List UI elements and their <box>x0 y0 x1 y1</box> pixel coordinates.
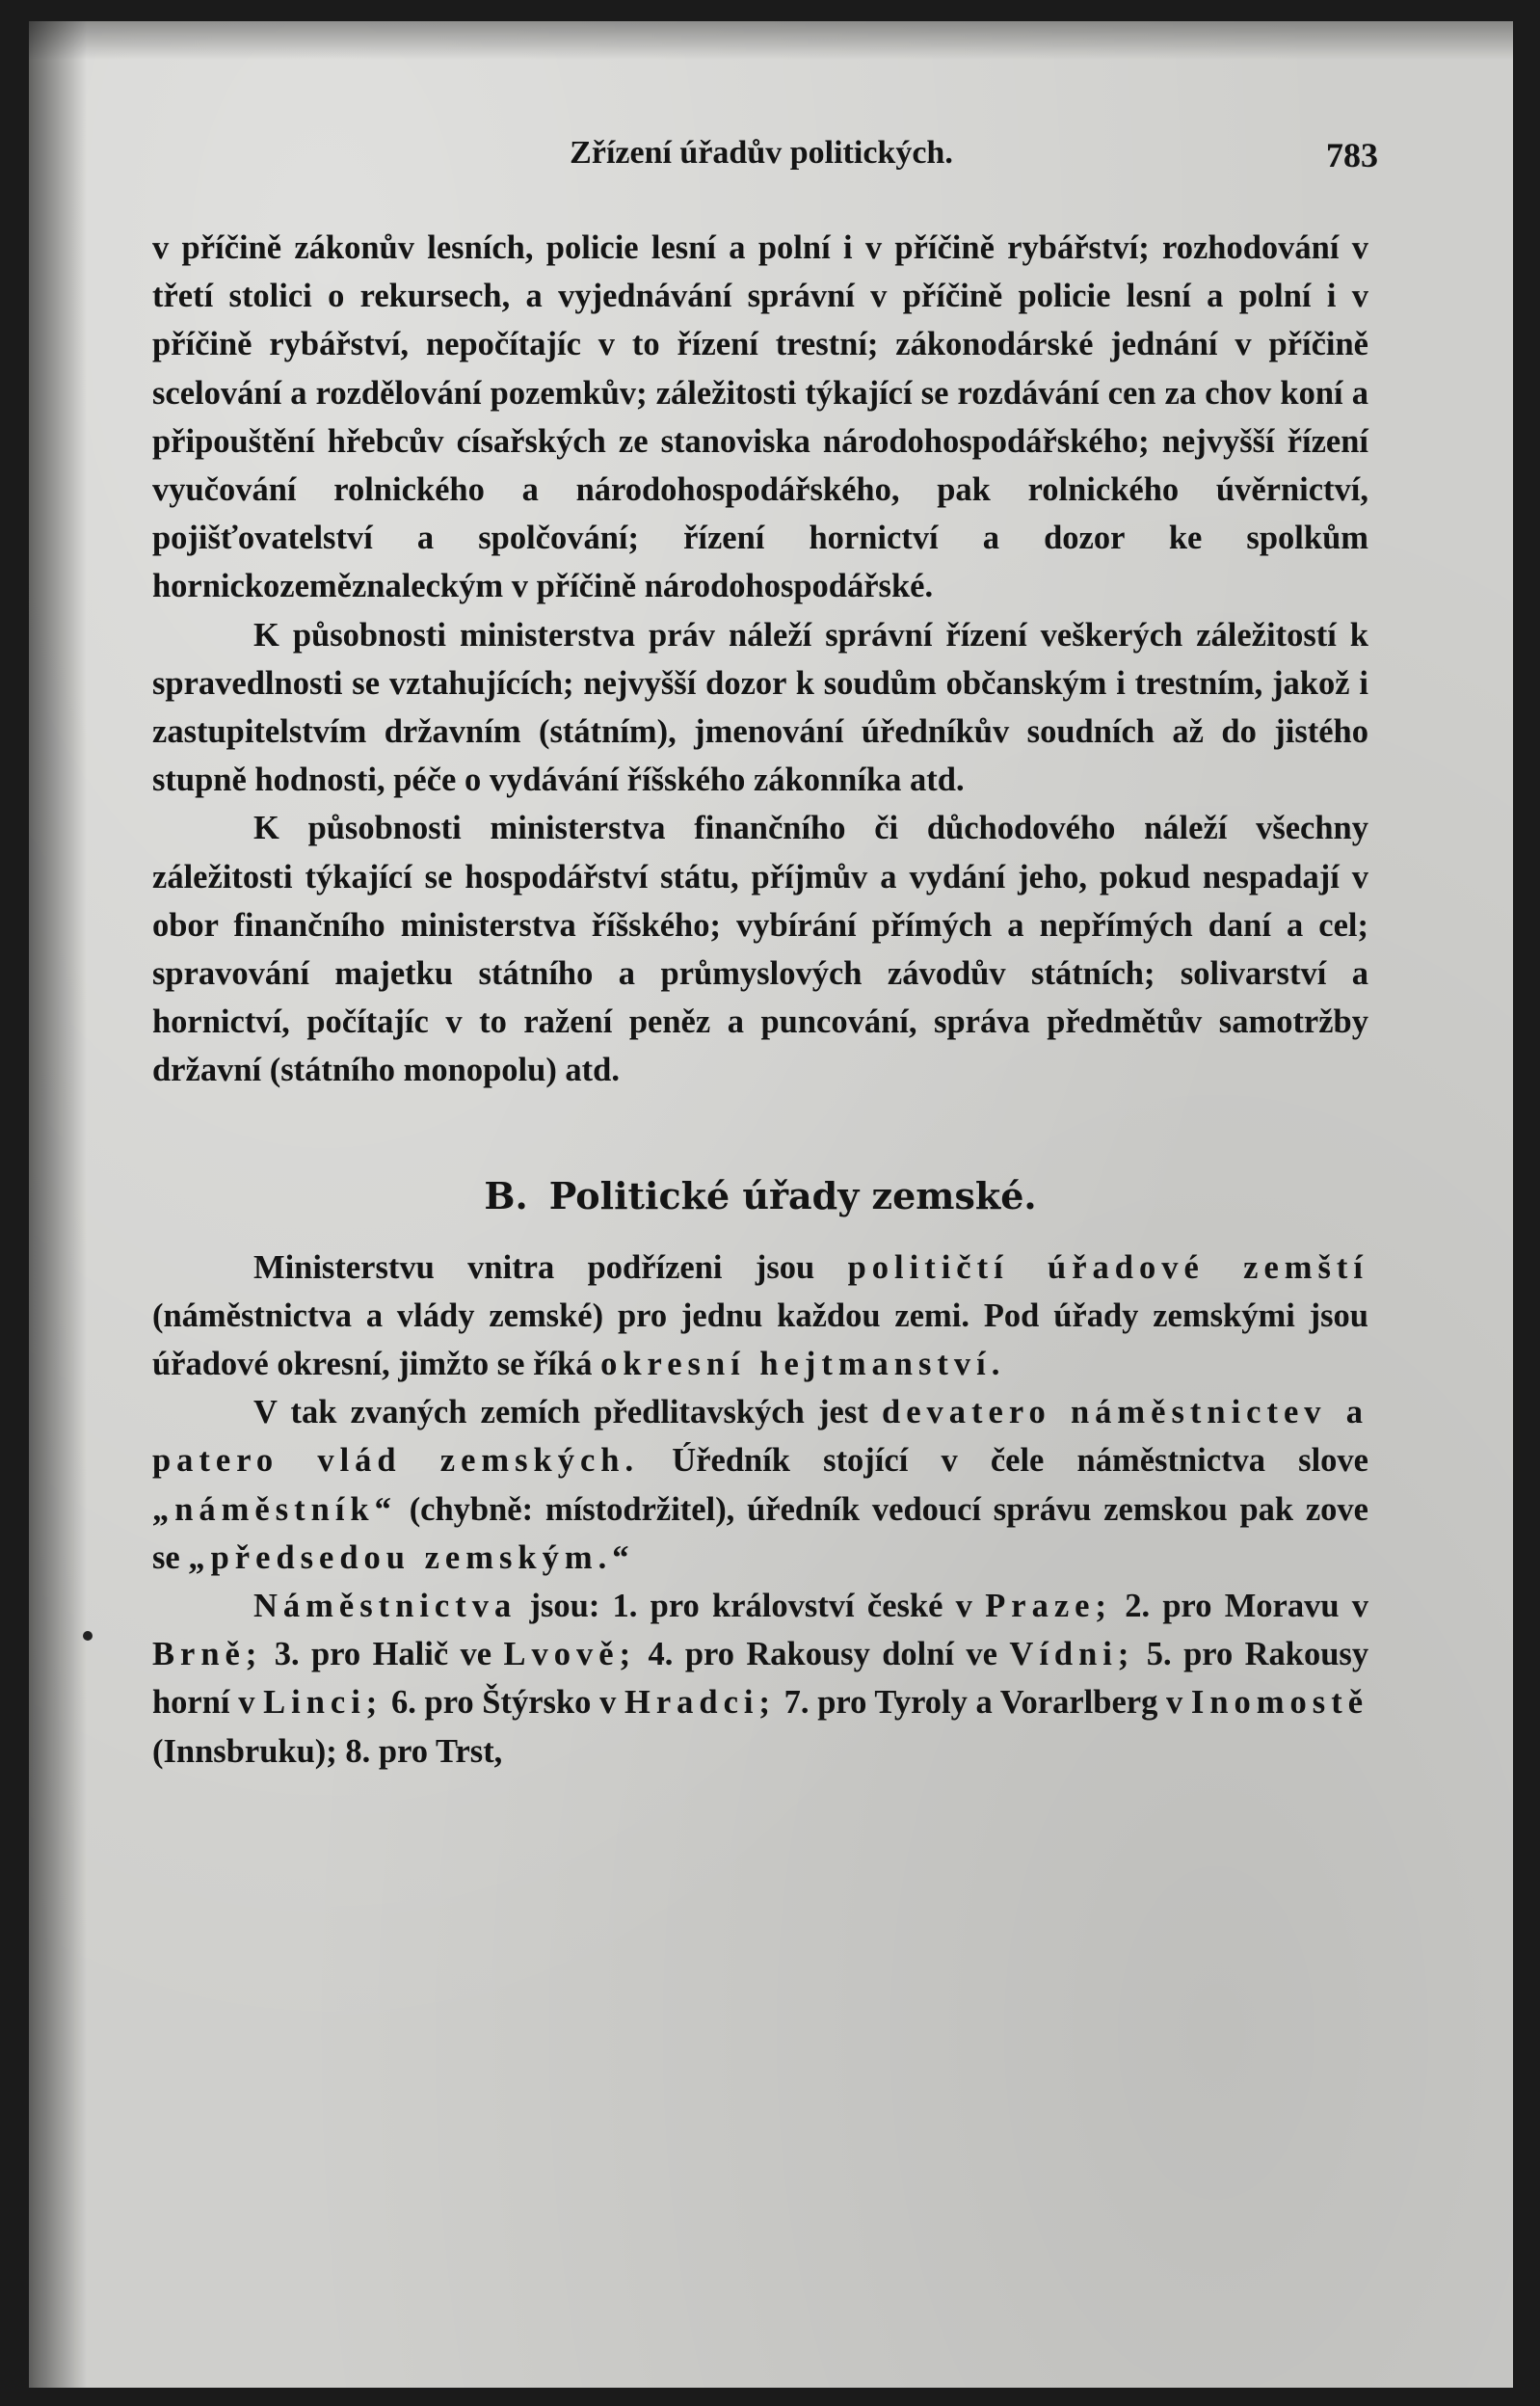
text-run: 6. pro Štýrsko v <box>390 1684 617 1722</box>
page-number: 783 <box>1326 136 1378 174</box>
text-run: 3. pro Halič ve <box>274 1636 492 1673</box>
spaced-text: Praze; <box>985 1588 1112 1625</box>
spaced-text: političtí úřadové zemští <box>847 1248 1368 1286</box>
spaced-text: okresní hejtmanství. <box>600 1346 1006 1383</box>
spaced-text: „náměstník“ <box>152 1490 397 1528</box>
paragraph <box>152 1388 1368 1582</box>
spaced-text: Brně; <box>152 1636 263 1673</box>
text-run: jsou: 1. pro království české v <box>529 1588 972 1625</box>
spaced-text: „předsedou zemským.“ <box>188 1538 635 1576</box>
page-body <box>152 224 1368 1776</box>
paragraph <box>152 1243 1368 1389</box>
paragraph: K působnosti ministerstva práv náleží správní řízení veškerých záležitostí k spravedlnosti se vztahujících; nejvyšší dozor k soudům občanským i trestním, jakož i zastupitelstvím državním (státním), jmenování úředníkův soudních až do jistého stupně hodnosti, péče o vydávání říšského zákonníka atd. <box>152 616 1368 799</box>
page-top-shadow <box>29 21 1513 60</box>
text-run: (Innsbruku); 8. pro Trst, <box>152 1732 503 1770</box>
spaced-text: Linci; <box>263 1684 384 1722</box>
text-run: 7. pro Tyroly a Vorarlberg v <box>783 1684 1183 1722</box>
text-run: V tak zvaných zemích předlitavských jest <box>253 1394 868 1431</box>
paragraph: v příčině zákonův lesních, policie lesní a polní i v příčině rybářství; rozhodování v třetí stolici o rekursech, a vyjednávání správní v příčině policie lesní a polní i v příčině rybářství, nepočítajíc v to řízení trestní; zákonodárské jednání v příčině scelování a rozdělování pozemkův; záležitosti týkající se rozdávání cen za chov koní a připouštění hřebcův císařských ze stanoviska národohospodářského; nejvyšší řízení vyučování rolnického a národohospodářského, pak rolnického úvěrnictví, pojišťovatelství a spolčování; řízení hornictví a dozor ke spolkům hornickozeměznaleckým v příčině národohospodářské. <box>152 229 1368 605</box>
section-heading <box>152 1172 1368 1220</box>
text-run: (náměstnictva a vlády zemské) pro jednu každou zemi. Pod úřady zemskými jsou úřadové okresní, jimžto se říká <box>152 1297 1368 1383</box>
spaced-text: Hradci; <box>624 1684 776 1722</box>
section-title: Politické úřady zemské. <box>548 1173 1037 1217</box>
page-edge-shadow <box>29 21 87 2388</box>
ink-speck <box>83 1631 93 1641</box>
text-run: (chybně: místodržitel), úředník vedoucí správu zemskou pak zove se <box>152 1490 1368 1576</box>
text-run: 2. pro Moravu v <box>1125 1588 1369 1625</box>
header-title: Zřízení úřadův politických. <box>570 135 953 171</box>
spaced-text: Vídni; <box>1009 1636 1135 1673</box>
paragraph <box>152 1582 1368 1776</box>
section-letter: B. <box>484 1173 528 1217</box>
spaced-text: Lvově; <box>503 1636 637 1673</box>
book-page <box>29 21 1513 2388</box>
paragraph: K působnosti ministerstva finančního či důchodového náleží všechny záležitosti týkající se hospodářství státu, příjmův a vydání jeho, pokud nespadají v obor finančního ministerstva říšského; vybírání přímých a nepřímých daní a cel; spravování majetku státního a průmyslových závodův státních; solivarství a hornictví, počítajíc v to ražení peněz a puncování, správa předmětův samotržby državní (státního monopolu) atd. <box>152 810 1368 1089</box>
text-run: 4. pro Rakousy dolní ve <box>648 1636 997 1673</box>
text-run: Ministerstvu vnitra podřízeni jsou <box>253 1248 815 1286</box>
text-run: 5. pro Rakousy horní v <box>152 1636 1369 1722</box>
running-header <box>145 135 1378 183</box>
spaced-text: Náměstnictva <box>253 1588 518 1625</box>
spaced-text: Inomostě <box>1190 1684 1369 1722</box>
spaced-text: devatero náměstnictev a patero vlád zemských. <box>152 1394 1369 1480</box>
text-run: Úředník stojící v čele náměstnictva slove <box>672 1442 1368 1480</box>
